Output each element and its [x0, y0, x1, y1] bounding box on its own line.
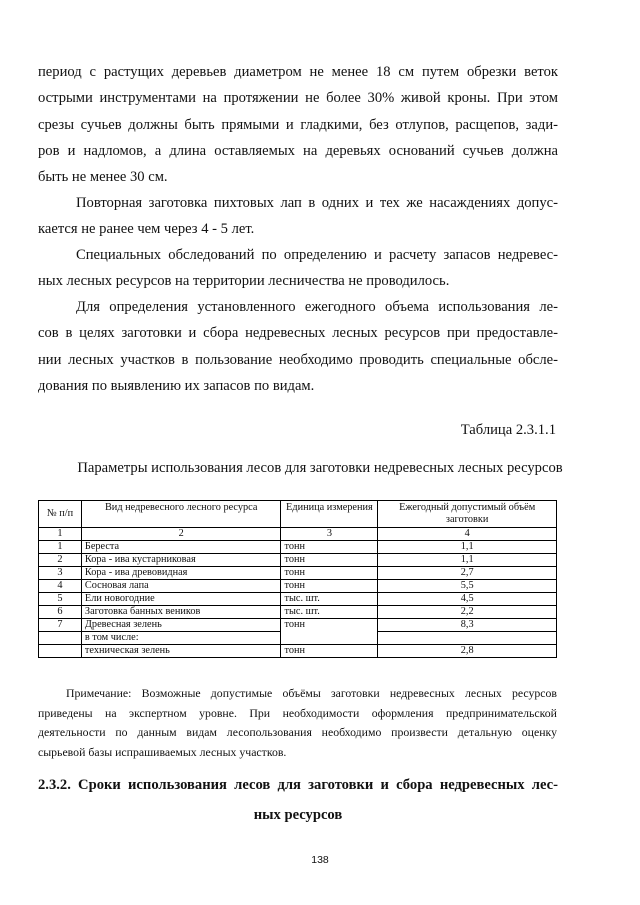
table-row	[39, 541, 557, 554]
text-line: быть не менее 30 см.	[38, 169, 168, 186]
column-number: 3	[281, 528, 378, 541]
paragraph-repeat-harvest	[38, 190, 558, 243]
row-number: 1	[39, 541, 82, 554]
resource-unit: тонн	[281, 580, 378, 593]
page-number: 138	[311, 854, 329, 866]
text-line: острыми инструментами на протяжении не более 30% живой кроны. При этом	[38, 90, 558, 107]
row-number: 5	[39, 593, 82, 606]
resource-unit: тонн	[281, 554, 378, 567]
resource-value-empty	[378, 632, 557, 645]
resource-name: Заготовка банных веников	[81, 606, 281, 619]
column-number: 1	[39, 528, 82, 541]
row-number: 4	[39, 580, 82, 593]
resource-value: 2,7	[378, 567, 557, 580]
resource-unit: тыс. шт.	[281, 606, 378, 619]
note-line: сырьевой базы испрашиваемых лесных участков.	[38, 744, 287, 759]
resource-name: Сосновая лапа	[81, 580, 281, 593]
paragraph-harvest-rules	[38, 59, 558, 190]
resource-value: 1,1	[378, 554, 557, 567]
resource-value: 2,2	[378, 606, 557, 619]
section-heading	[38, 770, 558, 830]
resource-value: 5,5	[378, 580, 557, 593]
table-row	[39, 567, 557, 580]
text-line: сов в целях заготовки и сбора недревесных лесных ресурсов при предоставле-	[38, 325, 558, 342]
text-line: ров и надломов, а длина оставляемых на деревьях оснований сучьев должна	[38, 142, 558, 159]
text-line: Повторная заготовка пихтовых лап в одних и тех же насаждениях допус-	[76, 195, 558, 211]
table-column-numbers-row	[39, 528, 557, 541]
text-line: ных лесных ресурсов на территории лесничества не проводилось.	[38, 273, 450, 290]
text-line: срезы сучьев должны быть прямыми и гладкими, без отлупов, расщепов, зади-	[38, 116, 558, 133]
row-number-empty	[39, 632, 82, 645]
heading-line: ных ресурсов	[253, 807, 343, 823]
table-title: Параметры использования лесов для заготовки недревесных лесных ресурсов	[77, 460, 563, 476]
resource-name: Кора - ива древовидная	[81, 567, 281, 580]
table-header-row	[39, 501, 557, 528]
resource-value: 4,5	[378, 593, 557, 606]
heading-line: 2.3.2. Сроки использования лесов для заготовки и сбора недревесных лес-	[38, 777, 558, 793]
header-resource-type: Вид недревесного лесного ресурса	[81, 501, 281, 528]
resource-value: 2,8	[378, 645, 557, 658]
resource-unit: тонн	[281, 567, 378, 580]
note-line: деятельности по данным видам лесопользования необходимо произвести детальную оценку	[38, 725, 557, 739]
table-number: Таблица 2.3.1.1	[460, 422, 556, 438]
row-number: 7	[39, 619, 82, 632]
resource-name: техническая зелень	[81, 645, 281, 658]
note-line: Примечание: Возможные допустимые объёмы заготовки недревесных лесных ресурсов	[66, 686, 557, 700]
resource-unit-empty	[281, 632, 378, 645]
table-row	[39, 645, 557, 658]
text-line: Специальных обследований по определению и расчету запасов недревес-	[76, 247, 558, 263]
column-number: 4	[378, 528, 557, 541]
table-row	[39, 593, 557, 606]
resource-unit: тонн	[281, 619, 378, 632]
row-number: 2	[39, 554, 82, 567]
resource-value: 1,1	[378, 541, 557, 554]
resource-name: Древесная зелень	[81, 619, 281, 632]
table-row-subheader	[39, 632, 557, 645]
resource-name: Кора - ива кустарниковая	[81, 554, 281, 567]
row-number: 3	[39, 567, 82, 580]
header-number: № п/п	[39, 501, 82, 528]
resource-unit: тонн	[281, 541, 378, 554]
table-row	[39, 580, 557, 593]
resource-value: 8,3	[378, 619, 557, 632]
sub-label: в том числе:	[81, 632, 281, 645]
table-row	[39, 606, 557, 619]
resource-unit: тонн	[281, 645, 378, 658]
note-line: приведены на экспертном уровне. При необходимости оформления предпринимательской	[38, 705, 557, 720]
text-line: период с растущих деревьев диаметром не менее 18 см путем обрезки веток	[38, 64, 558, 80]
paragraph-annual-volume	[38, 294, 558, 399]
column-number: 2	[81, 528, 281, 541]
resource-name: Ели новогодние	[81, 593, 281, 606]
header-annual-volume: Ежегодный допустимый объём заготовки	[378, 501, 557, 528]
table-row	[39, 619, 557, 632]
row-number: 6	[39, 606, 82, 619]
header-unit: Единица измерения	[281, 501, 378, 528]
text-line: Для определения установленного ежегодного объема использования ле-	[76, 299, 558, 315]
resources-table	[38, 500, 557, 658]
text-line: дования по выявлению их запасов по видам.	[38, 377, 315, 394]
row-number-empty	[39, 645, 82, 658]
text-line: нии лесных участков в пользование необходимо проводить специальные обсле-	[38, 351, 558, 368]
text-line: кается не ранее чем через 4 - 5 лет.	[38, 221, 255, 238]
table-note	[38, 684, 557, 762]
resource-name: Береста	[81, 541, 281, 554]
resource-unit: тыс. шт.	[281, 593, 378, 606]
paragraph-surveys	[38, 242, 558, 295]
table-row	[39, 554, 557, 567]
